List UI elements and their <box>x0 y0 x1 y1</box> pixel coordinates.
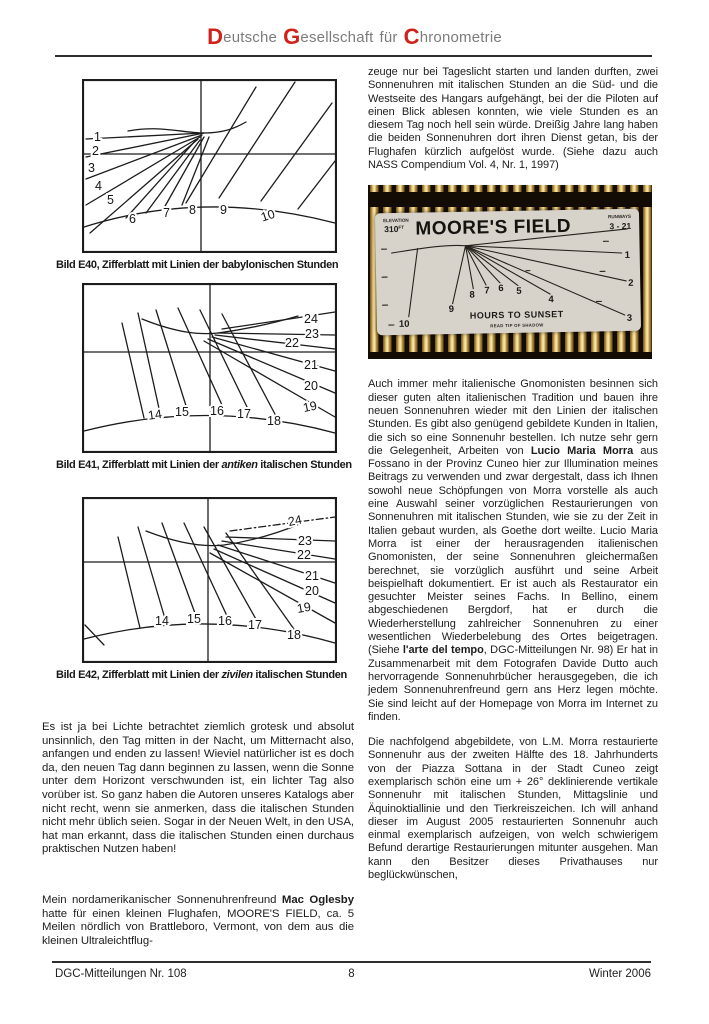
svg-text:14: 14 <box>147 406 163 423</box>
e42-diagram-drawing <box>82 497 337 663</box>
svg-text:14: 14 <box>155 614 169 628</box>
svg-text:8: 8 <box>469 289 475 302</box>
read-tip-of-shadow-label: READ TIP OF SHADOW <box>490 322 544 329</box>
footer-rule <box>52 961 651 963</box>
svg-text:3: 3 <box>88 161 95 175</box>
svg-text:2: 2 <box>92 144 99 158</box>
header-word: Deutsche <box>207 24 278 49</box>
svg-text:1: 1 <box>94 130 101 144</box>
figure-e41-sundial-diagram <box>82 283 337 453</box>
elevation-value: $310^{FT}$ <box>384 224 405 235</box>
e40-diagram-drawing <box>82 79 337 253</box>
svg-text:6: 6 <box>498 283 504 295</box>
svg-text:22: 22 <box>285 336 299 350</box>
right-column-paragraph-1: zeuge nur bei Tageslicht starten und landen durften, zwei Sonnenuhren mit italischen Stunden an die Süd- und die Westseite des Hangars aufgehängt, bei der die Piloten auf einen Blick ablesen konnten, wie viele Stunden es an diesem Tag noch hell sein würde. Dreißig Jahre lang haben die beiden Sonnenuhren dort ihren Dienst getan, bis der Flughafen kürzlich aufgelöst wurde. (Siehe dazu auch NASS Compendium Vol. 4, Nr. 1, 1997) <box>368 66 658 172</box>
runways-label: RUNWAYS <box>607 214 632 220</box>
svg-text:23: 23 <box>305 327 319 341</box>
svg-text:23: 23 <box>298 534 312 548</box>
svg-text:2: 2 <box>628 278 634 290</box>
footer-journal-name: DGC-Mitteilungen Nr. 108 <box>55 968 187 980</box>
svg-text:6: 6 <box>129 212 136 226</box>
hours-to-sunset-label: HOURS TO SUNSET <box>469 309 564 322</box>
svg-text:21: 21 <box>305 569 319 583</box>
runways-value: 3 - 21 <box>609 221 632 232</box>
svg-text:10: 10 <box>398 319 410 331</box>
svg-text:8: 8 <box>189 203 196 217</box>
svg-text:9: 9 <box>220 203 227 217</box>
svg-text:17: 17 <box>248 618 262 632</box>
svg-text:17: 17 <box>237 407 251 421</box>
right-column <box>368 66 658 894</box>
svg-text:22: 22 <box>297 548 311 562</box>
e41-diagram-drawing <box>82 283 337 453</box>
footer-issue-date: Winter 2006 <box>588 968 651 980</box>
photo-title: MOORE'S FIELD <box>415 216 572 240</box>
svg-text:24: 24 <box>304 312 318 326</box>
figure-e42-caption: Bild E42, Zifferblatt mit Linien der zivilen italischen Stunden <box>56 669 347 681</box>
svg-text:1: 1 <box>624 250 631 262</box>
svg-text:5: 5 <box>107 193 114 207</box>
figure-e42-sundial-diagram <box>82 497 337 663</box>
svg-text:18: 18 <box>287 628 301 642</box>
svg-text:20: 20 <box>305 584 319 598</box>
svg-text:7: 7 <box>484 285 490 297</box>
svg-text:18: 18 <box>267 414 281 428</box>
header-rule <box>55 55 652 57</box>
sundial-plate <box>375 209 641 336</box>
svg-text:16: 16 <box>210 404 224 418</box>
right-column-paragraph-2: Auch immer mehr italienische Gnomonisten besinnen sich dieser guten alten italienischen Tradition und bauen ihre neuen Sonnenuhren wieder mit den Linien der italischen Stunden. Es gibt also genügend gebildete Kunden in Italien, die sich so eine Sonnenuhr bestellen. Ich nutze sehr gern die Gelegenheit, Arbeiten von Lucio Maria Morra aus Fossano in der Provinz Cuneo hier zur Illumination meines Beitrags zu verwenden und zwar dergestalt, dass ich Ihnen sowohl neue Schöpfungen von Morra vorstelle als auch eine Auswahl seiner vorzüglichen Restaurierungen von Sonnenuhren mit italischen Stunden, wie sie zu der Zeit in Italien gebaut wurden, als Goethe dort weilte. Lucio Maria Morra ist einer der herausragenden italienischen Gnomonisten, der seine Sonnenuhren gleichermaßen berechnet, sie vorzüglich ausführt und seine Arbeit beispielhaft dokumentiert. Er ist auch als Restaurator ein gesuchter Meister seines Fachs. In Bellino, einem abgeschiedenen Bergdorf, hat er durch die Wiederherstellung zahlreicher Sonnenuhren zu einer wesentlichen Wiederbelebung des Ortes beigetragen. (Siehe l'arte del tempo, DGC-Mitteilungen Nr. 98) Er hat in Zusammenarbeit mit dem Fotografen Davide Dutto auch hervorragende Sonnenuhrbücher herausgegeben, die ich jedem Sonnenuhrenfreund gern ans Herz legen möchte. Sie sind leicht auf der Homepage von Morra im Internet zu finden. <box>368 378 658 723</box>
svg-text:16: 16 <box>218 614 232 628</box>
footer-page-number: 8 <box>348 968 355 980</box>
photo-dark-band-bottom <box>368 352 652 359</box>
e42-hour-numbers <box>155 512 319 642</box>
svg-text:15: 15 <box>175 405 189 419</box>
right-column-paragraph-3: Die nachfolgend abgebildete, von L.M. Morra restaurierte Sonnenuhr aus der zweiten Hälfte des 18. Jahrhunderts von der Piazza Sottana in der Stadt Cuneo zeigt exemplarisch schön eine um + 26° deklinierende vertikale Sonnenuhr mit italischen Stunden, Mittagslinie und Äquinoktiallinie und den Tierkreiszeichen. Ich will anhand dieser im August 2005 restaurierten Sonnenuhr auch einmal exemplarisch aufzeigen, von welch schwierigem Befund derartige Restaurierungen mitunter ausgehen. Man kann den Besitzer dieses Privathauses nur beglückwünschen, <box>368 736 658 882</box>
left-column-paragraph-2: Mein nordamerikanischer Sonnenuhrenfreund Mac Oglesby hatte für einen kleinen Flughafen, MOORE'S FIELD, ca. 5 Meilen nördlich von Brattleboro, Vermont, von dem aus die kleinen Ultraleichtflug- <box>42 894 354 947</box>
svg-text:4: 4 <box>548 294 554 306</box>
svg-text:10: 10 <box>259 206 277 225</box>
header-word: für <box>379 29 398 46</box>
moores-field-sundial-photo <box>368 185 652 359</box>
elevation-label: ELEVATION <box>383 218 409 224</box>
svg-text:15: 15 <box>187 612 201 626</box>
svg-text:5: 5 <box>516 286 522 298</box>
figure-e40-caption: Bild E40, Zifferblatt mit Linien der babylonischen Stunden <box>56 259 339 271</box>
svg-text:7: 7 <box>163 206 170 220</box>
figure-e41-caption: Bild E41, Zifferblatt mit Linien der antiken italischen Stunden <box>56 459 352 471</box>
photo-dark-band-top <box>368 192 652 207</box>
svg-text:19: 19 <box>301 398 319 416</box>
e40-hour-numbers <box>88 130 277 226</box>
left-column-paragraph-1: Es ist ja bei Lichte betrachtet ziemlich grotesk und absolut unsinnlich, den Tag mitten in der Nacht, um Mitternacht also, anfangen und enden zu lassen! Wieviel natürlicher ist es doch da, den neuen Tag dann beginnen zu lassen, wenn die Sonne unter dem Horizont verschwunden ist, ein lichter Tag also vorüber ist. So ganz haben die Autoren unseres Katalogs aber nicht recht, wenn sie anmerken, dass die italischen Stunden nicht mehr üblich seien. Sogar in der Neuen Welt, in den USA, hat man erkannt, dass die italischen Stunden einen durchaus praktischen Nutzen haben! <box>42 721 354 856</box>
svg-text:19: 19 <box>295 599 313 616</box>
page-header-title <box>0 24 709 50</box>
header-word: Gesellschaft <box>283 24 374 49</box>
header-word: Chronometrie <box>403 24 502 49</box>
svg-text:20: 20 <box>304 379 318 393</box>
svg-text:24: 24 <box>286 512 304 530</box>
figure-e40-sundial-diagram <box>82 79 337 253</box>
svg-text:4: 4 <box>95 179 102 193</box>
sundial-plate-drawing <box>375 209 641 336</box>
svg-text:3: 3 <box>626 313 633 325</box>
svg-text:21: 21 <box>304 358 318 372</box>
svg-text:9: 9 <box>448 304 455 316</box>
